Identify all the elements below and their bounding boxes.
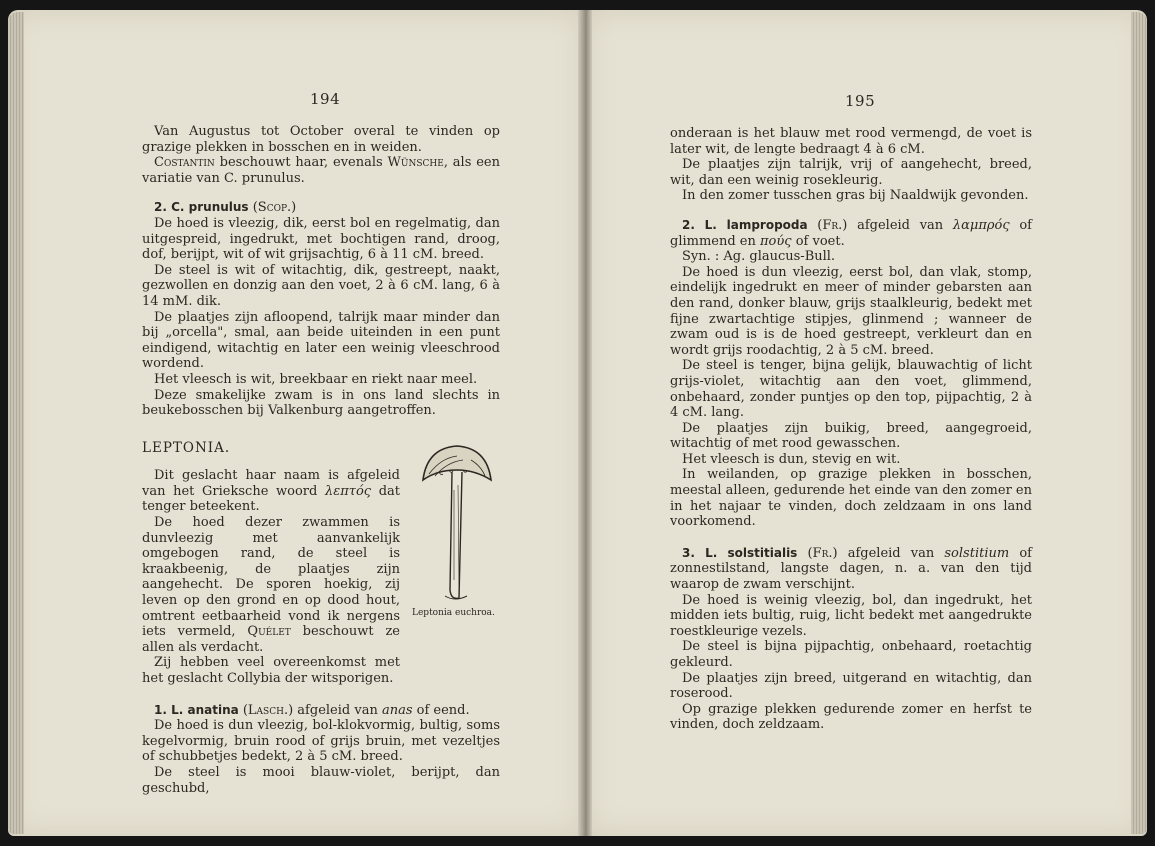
paragraph: De hoed is vleezig, dik, eerst bol en regelmatig, dan uitgespreid, ingedrukt, met bochtigen rand, droog, dof, berijpt, wit of wit grijsachtig, 6 à 11 cM. breed.	[142, 215, 500, 263]
page-number-left: 194	[310, 90, 341, 108]
paragraph: De hoed is dun vleezig, eerst bol, dan vlak, stomp, eindelijk ingedrukt en meer of minder gebarsten aan den rand, donker blauw, grijs staalkleurig, bedekt met fijne zwartachtige stipjes, glinmend ; wanneer de zwam oud is is de hoed gestreept, verkleurt dan en wordt grijs roodachtig, 2 à 5 cM. breed.	[670, 264, 1032, 358]
paragraph: Zij hebben veel overeenkomst met het geslacht Collybia der witsporigen.	[142, 655, 400, 686]
paragraph: Van Augustus tot October overal te vinden op grazige plekken in bosschen en in weiden.	[142, 124, 500, 155]
paragraph: De plaatjes zijn buikig, breed, aangegroeid, witachtig of met rood gewasschen.	[670, 420, 1032, 452]
book-gutter	[578, 10, 592, 836]
paragraph: De hoed is weinig vleezig, bol, dan ingedrukt, het midden iets bultig, ruig, licht bedekt met aangedrukte roestkleurige vezels.	[670, 592, 1032, 639]
paragraph: De plaatjes zijn talrijk, vrij of aangehecht, breed, wit, dan een weinig rosekleurig.	[670, 157, 1032, 188]
paragraph: De hoed is dun vleezig, bol-klokvormig, bultig, soms kegelvormig, bruin rood of grijs bruin, met vezeltjes of schubbetjes bedekt, 2 à 5 cM. breed.	[142, 718, 500, 765]
paragraph: De steel is wit of witachtig, dik, gestreept, naakt, gezwollen en donzig aan den voet, 2 à 6 cM. lang, 6 à 14 mM. dik.	[142, 262, 500, 309]
page-number-right: 195	[845, 92, 876, 110]
paragraph: In den zomer tusschen gras bij Naaldwijk gevonden.	[682, 188, 1029, 204]
paragraph: De hoed dezer zwammen is dunvleezig met aanvankelijk omgebogen rand, de steel is kraakbeenig, de plaatjes zijn aangehecht. De sporen hoekig, zij leven op den grond en op dood hout, omtrent eetbaarheid vond ik nergens iets vermeld, Quélet beschouwt ze allen als verdacht.	[142, 515, 401, 655]
paragraph: onderaan is het blauw met rood vermengd, de voet is later wit, de lengte bedraagt 4 à 6 cM.	[670, 126, 1032, 157]
species-heading: 2. L. lampropoda (Fr.) afgeleid van λαμπρός of glimmend en πούς of voet.	[670, 217, 1032, 249]
paragraph: Deze smakelijke zwam is in ons land slechts in beukebosschen bij Valkenburg aangetroffen.	[142, 387, 500, 419]
paragraph: Het vleesch is dun, stevig en wit.	[682, 451, 901, 467]
paragraph: De steel is bijna pijpachtig, onbehaard, roetachtig gekleurd.	[670, 639, 1032, 670]
page-edges-left	[8, 12, 24, 834]
paragraph: Costantin beschouwt haar, evenals Wünsche, als een variatie van C. prunulus.	[142, 155, 500, 186]
paragraph: De steel is mooi blauw-violet, berijpt, dan geschubd,	[142, 764, 500, 796]
paragraph: Het vleesch is wit, breekbaar en riekt naar meel.	[154, 371, 478, 387]
paragraph: In weilanden, op grazige plekken in bosschen, meestal alleen, gedurende het einde van den zomer en in het najaar te vinden, doch zeldzaam in ons land voorkomend.	[670, 467, 1032, 530]
paragraph: De plaatjes zijn afloopend, talrijk maar minder dan bij „orcella", smal, aan beide uiteinden in een punt eindigend, witachtig en later een weinig vleeschrood wordend.	[142, 309, 500, 372]
page-edges-right	[1131, 12, 1147, 834]
mushroom-illustration	[415, 440, 495, 605]
paragraph: Dit geslacht haar naam is afgeleid van het Grieksche woord λεπτός dat tenger beteekent.	[142, 468, 401, 515]
paragraph: De steel is tenger, bijna gelijk, blauwachtig of licht grijs-violet, witachtig aan den voet, glimmend, onbehaard, zonder puntjes op den top, pijpachtig, 2 à 4 cM. lang.	[670, 358, 1032, 421]
right-text	[670, 126, 1032, 733]
species-heading: 2. C. prunulus (Scop.)	[154, 200, 297, 216]
synonym-line: Syn. : Ag. glaucus-Bull.	[682, 249, 836, 265]
section-title: LEPTONIA.	[142, 439, 231, 456]
species-heading: 1. L. anatina (Lasch.) afgeleid van anas of eend.	[154, 702, 470, 718]
figure-caption: Leptonia euchroa.	[412, 608, 495, 618]
species-heading: 3. L. solstitialis (Fr.) afgeleid van solstitium of zonnestilstand, langste dagen, n. a. van den tijd waarop de zwam verschijnt.	[670, 545, 1032, 593]
paragraph: Op grazige plekken gedurende zomer en herfst te vinden, doch zeldzaam.	[670, 701, 1032, 733]
paragraph: De plaatjes zijn breed, uitgerand en witachtig, dan roserood.	[670, 670, 1032, 702]
